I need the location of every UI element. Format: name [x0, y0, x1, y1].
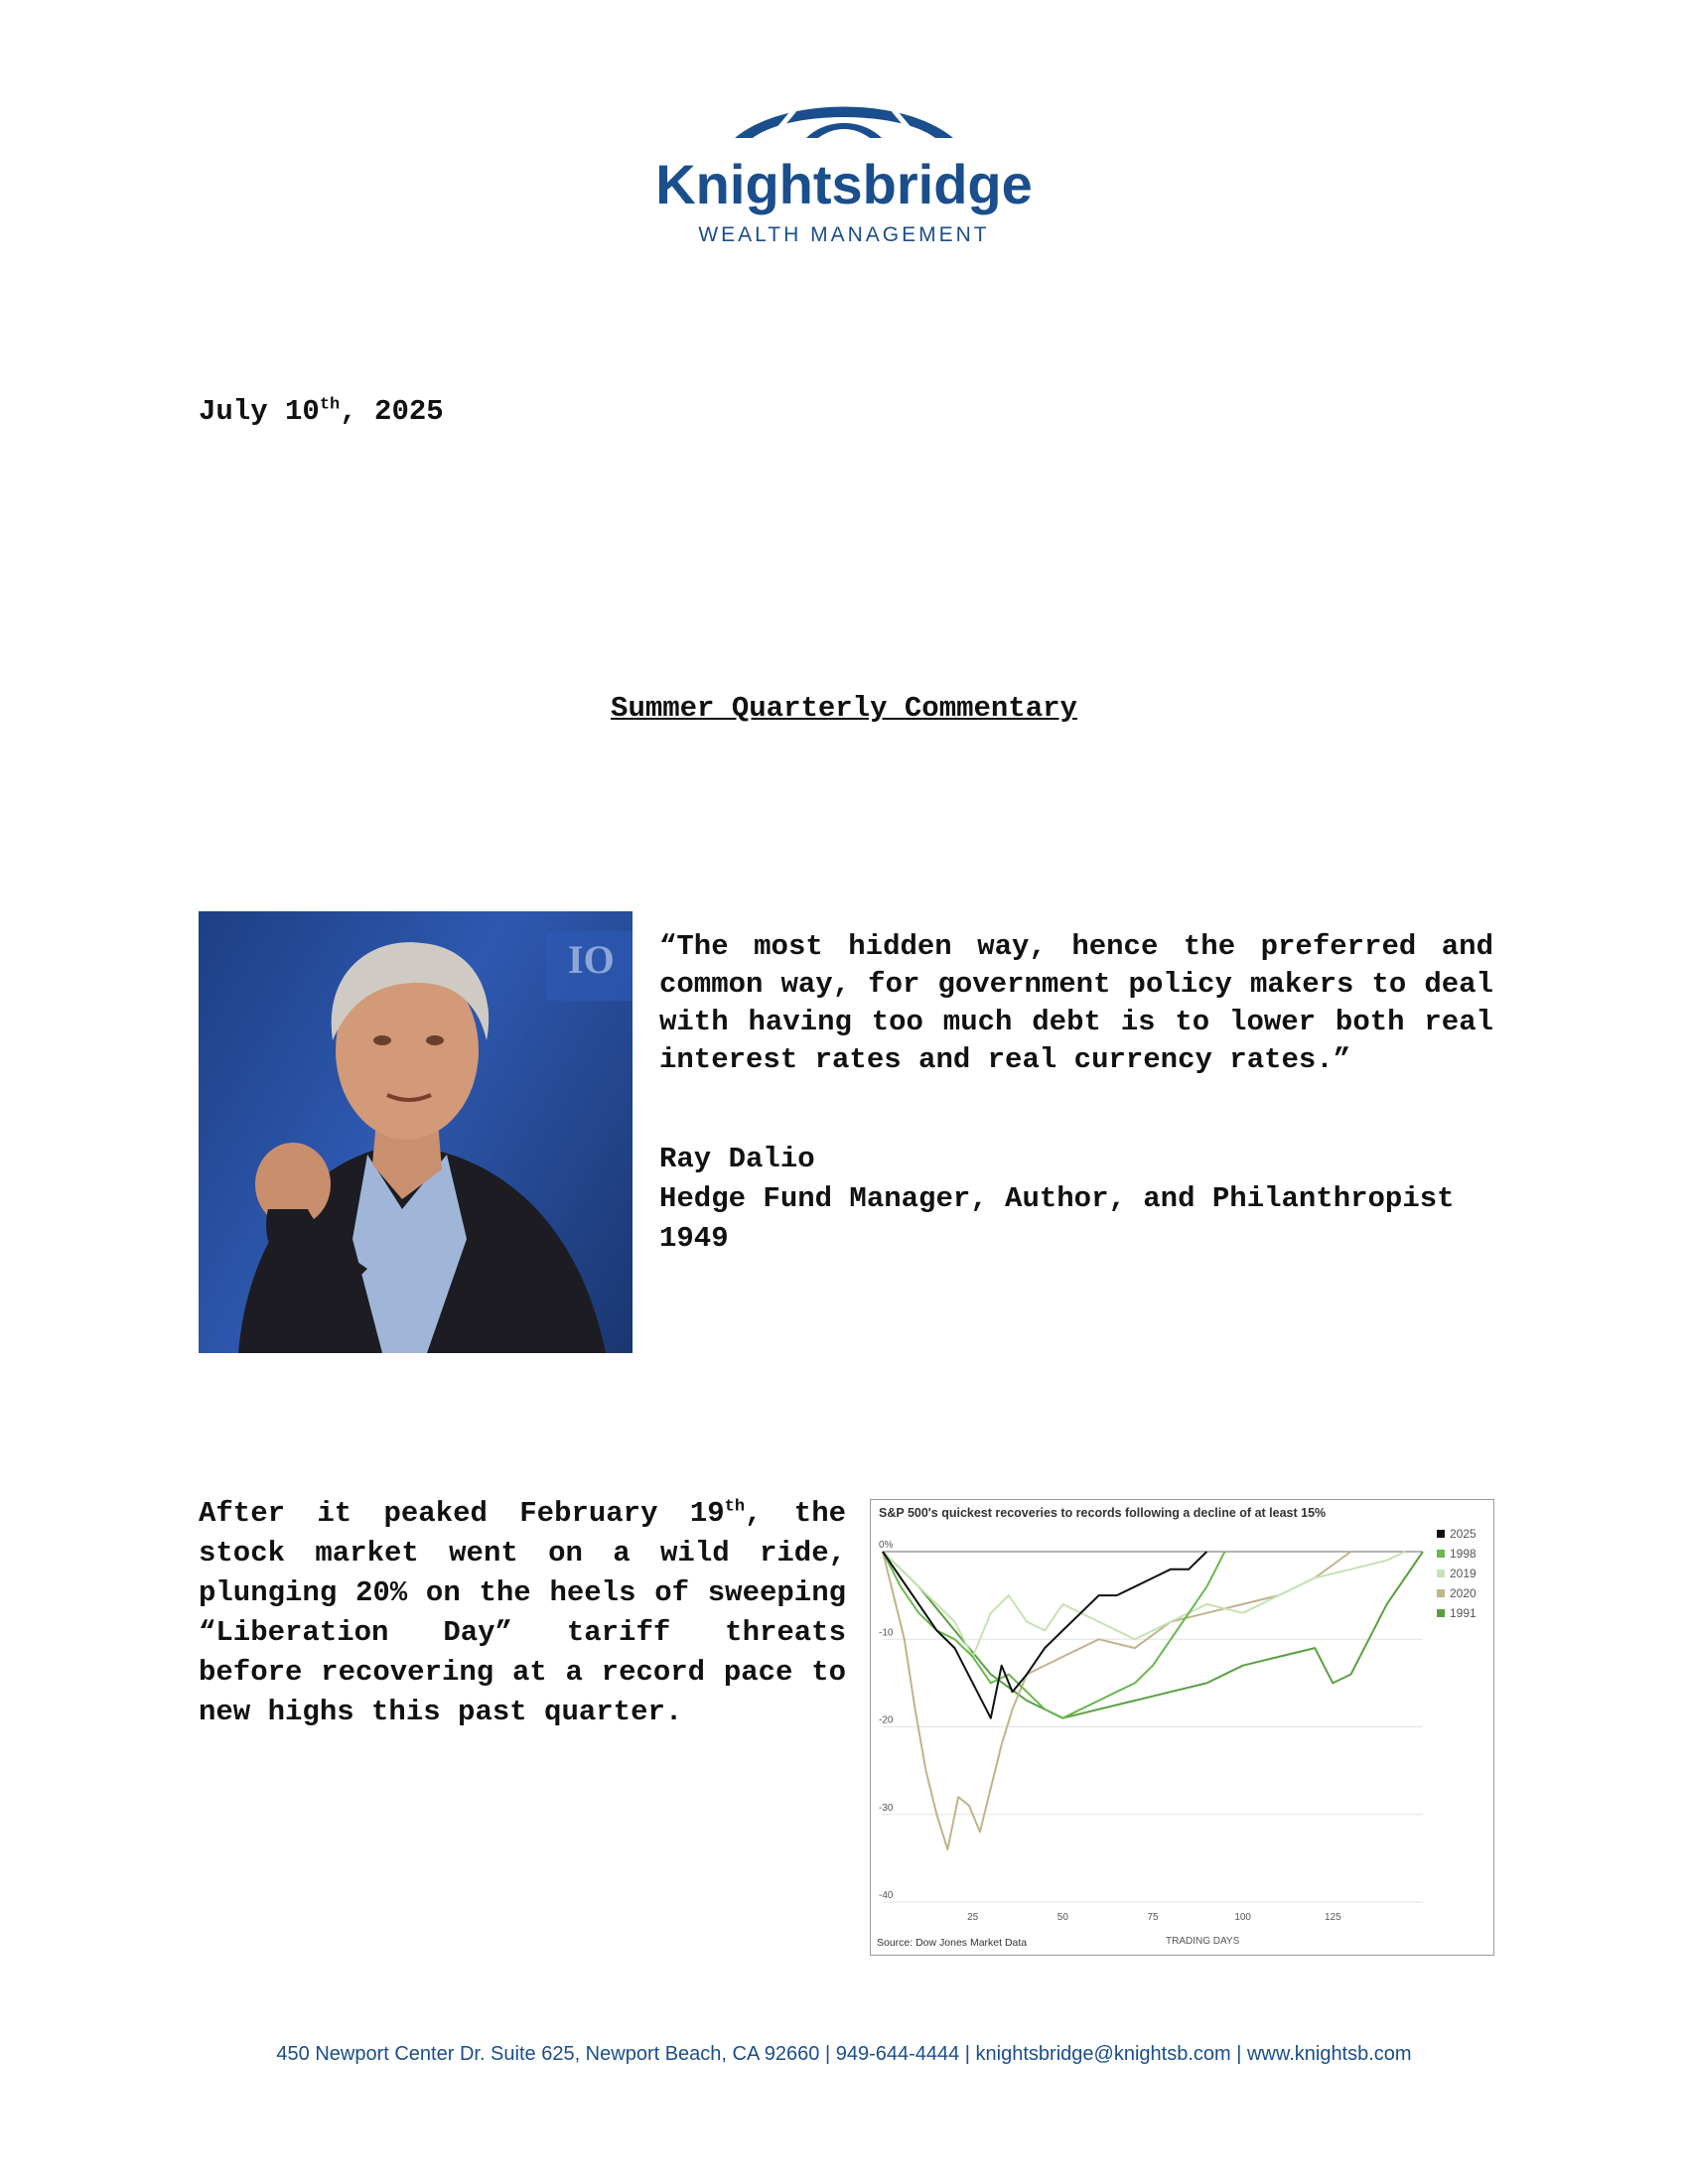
recovery-chart [870, 1499, 1494, 1956]
body-paragraph [199, 1494, 846, 1732]
quote-attribution [659, 1140, 1455, 1259]
chart-y-tick-label: -40 [879, 1890, 894, 1901]
company-logo [655, 94, 1033, 253]
chart-x-tick-label: 75 [1147, 1912, 1159, 1923]
chart-series-line-1998 [883, 1552, 1225, 1718]
legend-label-2020: 2020 [1450, 1586, 1477, 1600]
letter-date [199, 395, 444, 428]
date-year: , 2025 [340, 395, 444, 428]
chart-series [883, 1552, 1423, 1849]
chart-x-tick-label: 100 [1234, 1912, 1252, 1923]
legend-swatch-1998 [1437, 1550, 1445, 1558]
chart-title: S&P 500's quickest recoveries to records following a decline of at least 15% [879, 1506, 1327, 1520]
legend-swatch-2025 [1437, 1530, 1445, 1538]
para-part-1: After it peaked February 19 [199, 1497, 725, 1530]
svg-text:IO: IO [568, 937, 615, 982]
chart-y-tick-label: -20 [879, 1714, 894, 1726]
logo-tagline: WEALTH MANAGEMENT [698, 223, 990, 246]
chart-x-tick-label: 25 [967, 1912, 979, 1923]
chart-source: Source: Dow Jones Market Data [877, 1937, 1028, 1949]
date-text: July 10 [199, 395, 320, 428]
chart-y-tick-label: 0% [879, 1540, 894, 1551]
portrait-illustration [199, 911, 633, 1353]
recovery-chart-svg [871, 1500, 1493, 1955]
quote-text: “The most hidden way, hence the preferred and common way, for government policy makers to deal with having too much debt is to lower both real interest rates and real currency rates.” [659, 930, 1493, 1076]
logo-wordmark: Knightsbridge [655, 153, 1033, 215]
chart-x-tick-label: 125 [1324, 1912, 1341, 1923]
quote-author-born: 1949 [659, 1222, 729, 1255]
chart-y-ticks [879, 1540, 894, 1901]
legend-label-2019: 2019 [1450, 1567, 1477, 1580]
legend-label-1991: 1991 [1450, 1606, 1477, 1620]
legend-swatch-2020 [1437, 1589, 1445, 1597]
chart-x-axis-label: TRADING DAYS [1166, 1936, 1240, 1947]
footer-contact: 450 Newport Center Dr. Suite 625, Newport Beach, CA 92660 | 949-644-4444 | knightsbridge@knightsb.com | www.knightsb.com [276, 2043, 1412, 2065]
bridge-arches-icon [715, 94, 973, 144]
para-suffix: th [724, 1497, 746, 1517]
legend-label-1998: 1998 [1450, 1547, 1477, 1561]
para-part-2: , the stock market went on a wild ride, plunging 20% on the heels of sweeping “Liberation Day” tariff threats before recovering at a record pace to new highs this past quarter. [199, 1497, 846, 1728]
chart-grid [883, 1552, 1423, 1902]
quote-author-role: Hedge Fund Manager, Author, and Philanthropist [659, 1182, 1455, 1215]
chart-series-line-2025 [883, 1552, 1206, 1718]
chart-x-tick-label: 50 [1056, 1912, 1068, 1923]
page-title-text: Summer Quarterly Commentary [611, 692, 1077, 725]
page-title [0, 692, 1688, 725]
author-photo [199, 911, 633, 1353]
legend-swatch-1991 [1437, 1609, 1445, 1617]
chart-x-ticks [967, 1912, 1341, 1923]
legend-label-2025: 2025 [1450, 1527, 1477, 1541]
date-suffix: th [319, 395, 341, 415]
chart-legend [1437, 1527, 1477, 1620]
quote-author: Ray Dalio [659, 1143, 815, 1175]
chart-y-tick-label: -30 [879, 1802, 894, 1814]
chart-y-tick-label: -10 [879, 1627, 894, 1639]
legend-swatch-2019 [1437, 1570, 1445, 1577]
